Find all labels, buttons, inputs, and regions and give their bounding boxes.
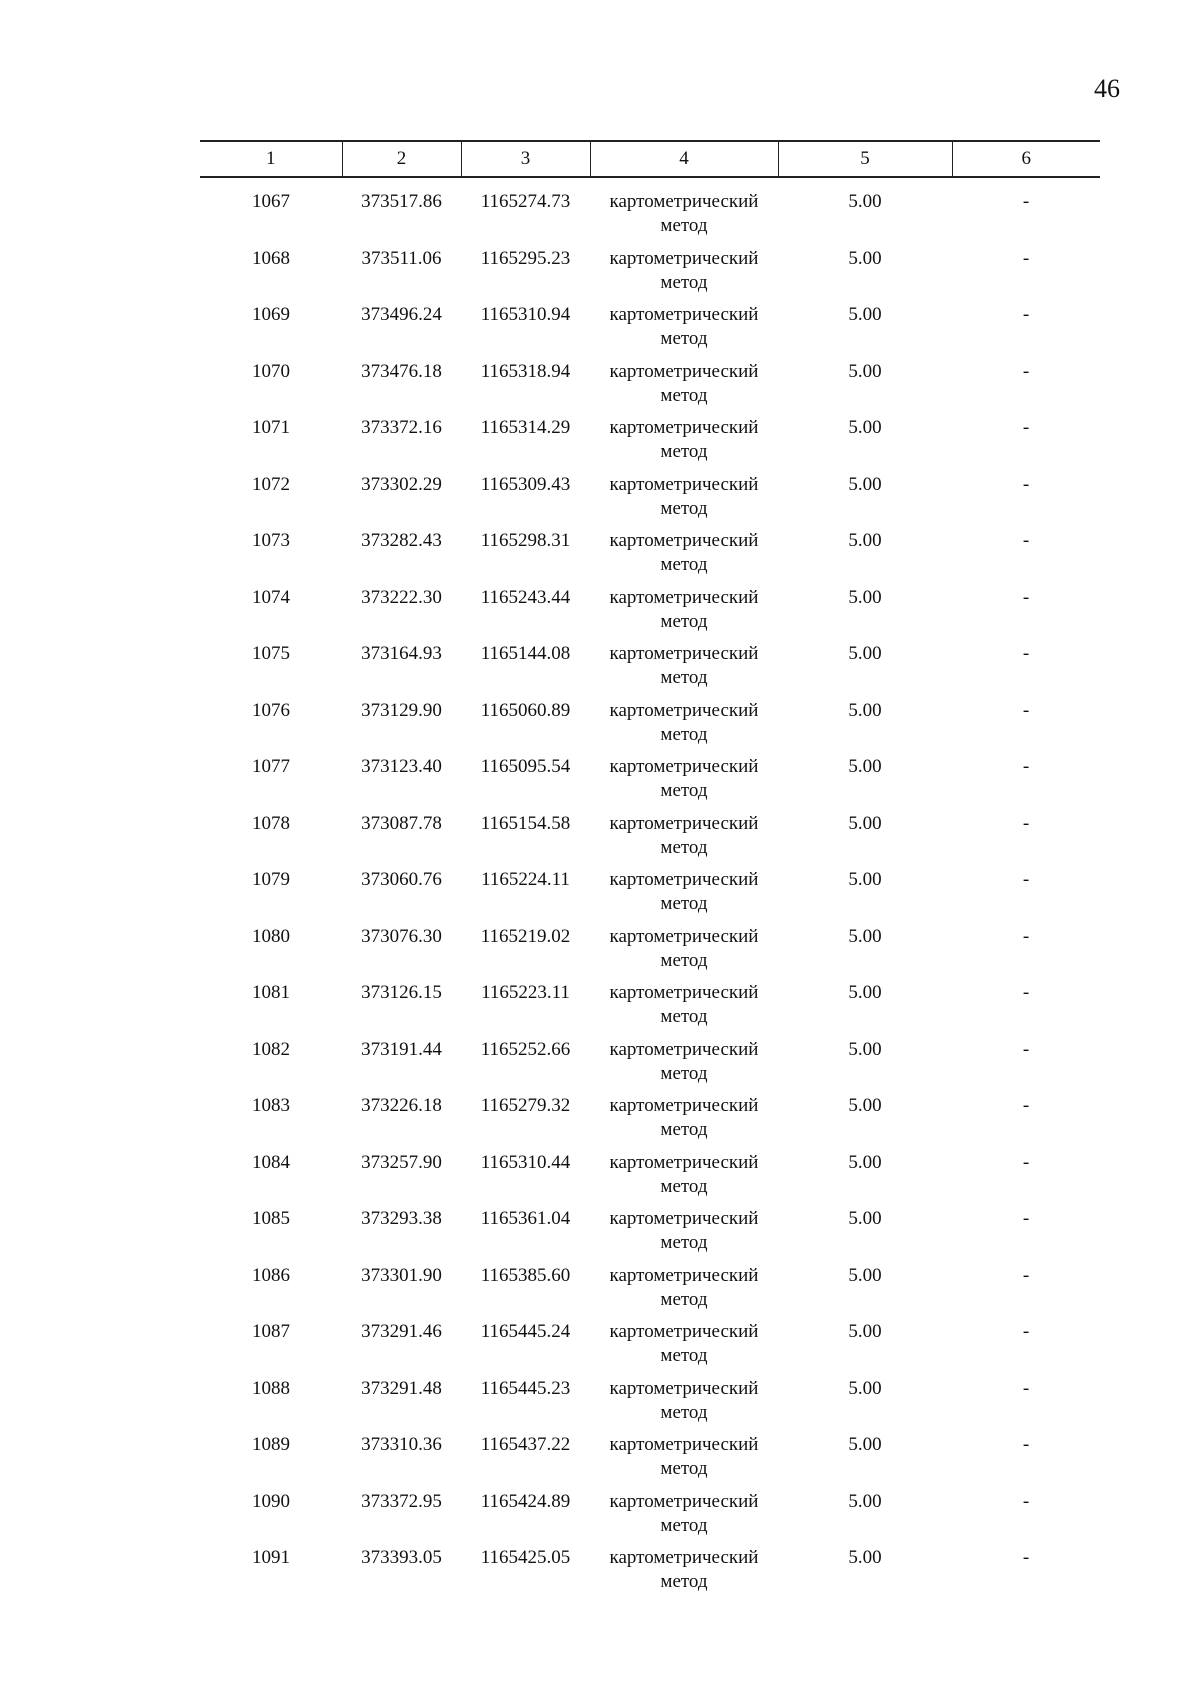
x-coordinate: 373293.38: [361, 1208, 442, 1229]
table-row: [200, 586, 1100, 643]
method-cell: [590, 473, 778, 521]
method-line-2: метод: [660, 1288, 708, 1310]
y-coordinate: 1165425.05: [480, 1547, 571, 1568]
method-cell: [590, 812, 778, 860]
accuracy-value: 5.00: [848, 473, 882, 495]
method-cell: [590, 1038, 778, 1086]
table-row: [200, 925, 1100, 982]
page-number: 46: [1094, 74, 1120, 103]
y-coordinate: 1165279.32: [480, 1095, 571, 1116]
table-row: [200, 699, 1100, 756]
point-number: 1069: [252, 304, 290, 325]
x-coordinate: 373076.30: [361, 925, 442, 947]
table-row: [200, 1377, 1100, 1434]
table-row: [200, 1320, 1100, 1377]
method-cell: [590, 981, 778, 1029]
coordinate-rows: [200, 190, 1100, 1603]
method-line-1: картометрический: [609, 1321, 759, 1342]
accuracy-value: 5.00: [848, 699, 882, 721]
table-row: [200, 1094, 1100, 1151]
method-cell: [590, 1094, 778, 1142]
method-line-1: картометрический: [609, 699, 759, 721]
point-number: 1082: [252, 1038, 290, 1060]
point-number: 1089: [252, 1434, 290, 1455]
x-coordinate: 373226.18: [361, 1095, 442, 1116]
method-line-1: картометрический: [609, 191, 759, 212]
note-value: -: [1022, 1264, 1030, 1286]
method-line-2: метод: [660, 1006, 708, 1027]
method-line-1: картометрический: [609, 982, 759, 1003]
note-value: -: [1022, 1547, 1030, 1568]
y-coordinate: 1165060.89: [480, 699, 571, 721]
note-value: -: [1022, 699, 1030, 721]
accuracy-value: 5.00: [848, 1321, 882, 1342]
method-cell: [590, 925, 778, 973]
y-coordinate: 1165437.22: [480, 1434, 571, 1455]
note-value: -: [1022, 417, 1030, 438]
point-number: 1077: [252, 756, 290, 777]
note-value: -: [1022, 925, 1030, 947]
method-line-1: картометрический: [609, 1547, 759, 1568]
method-cell: [590, 1207, 778, 1255]
method-line-2: метод: [660, 328, 708, 349]
note-value: -: [1022, 982, 1030, 1003]
accuracy-value: 5.00: [848, 1095, 882, 1116]
table-row: [200, 1546, 1100, 1603]
y-coordinate: 1165361.04: [480, 1208, 571, 1229]
table-row: [200, 529, 1100, 586]
note-value: -: [1022, 530, 1030, 551]
x-coordinate: 373517.86: [361, 191, 442, 212]
table-row: [200, 981, 1100, 1038]
point-number: 1090: [252, 1490, 290, 1512]
method-cell: [590, 1490, 778, 1538]
y-coordinate: 1165314.29: [480, 417, 571, 438]
table-row: [200, 360, 1100, 417]
y-coordinate: 1165243.44: [480, 586, 571, 608]
y-coordinate: 1165424.89: [480, 1490, 571, 1512]
note-value: -: [1022, 1321, 1030, 1342]
table-row: [200, 1490, 1100, 1547]
method-cell: [590, 1377, 778, 1425]
x-coordinate: 373282.43: [361, 530, 442, 551]
accuracy-value: 5.00: [848, 586, 882, 608]
accuracy-value: 5.00: [848, 643, 882, 664]
y-coordinate: 1165385.60: [480, 1264, 571, 1286]
note-value: -: [1022, 869, 1030, 890]
accuracy-value: 5.00: [848, 304, 882, 325]
method-cell: [590, 868, 778, 916]
method-line-2: метод: [660, 271, 708, 293]
y-coordinate: 1165224.11: [481, 869, 570, 890]
method-line-2: метод: [660, 554, 708, 575]
note-value: -: [1022, 1377, 1030, 1399]
y-coordinate: 1165318.94: [480, 360, 571, 382]
table-row: [200, 1038, 1100, 1095]
method-line-2: метод: [660, 836, 708, 858]
method-cell: [590, 755, 778, 803]
method-line-1: картометрический: [609, 869, 759, 890]
note-value: -: [1022, 1038, 1030, 1060]
point-number: 1067: [252, 191, 290, 212]
point-number: 1073: [252, 530, 290, 551]
method-cell: [590, 1320, 778, 1368]
table-row: [200, 755, 1100, 812]
accuracy-value: 5.00: [848, 191, 882, 212]
x-coordinate: 373257.90: [361, 1151, 442, 1173]
note-value: -: [1022, 1151, 1030, 1173]
table-row: [200, 1207, 1100, 1264]
method-line-1: картометрический: [609, 1377, 759, 1399]
point-number: 1075: [252, 643, 290, 664]
method-cell: [590, 190, 778, 238]
method-line-1: картометрический: [609, 1264, 759, 1286]
method-line-1: картометрический: [609, 812, 759, 834]
method-line-2: метод: [660, 497, 708, 519]
column-header-1: 1: [200, 141, 342, 177]
point-number: 1070: [252, 360, 290, 382]
point-number: 1068: [252, 247, 290, 269]
method-line-2: метод: [660, 1401, 708, 1423]
note-value: -: [1022, 812, 1030, 834]
accuracy-value: 5.00: [848, 982, 882, 1003]
x-coordinate: 373129.90: [361, 699, 442, 721]
point-number: 1071: [252, 417, 290, 438]
accuracy-value: 5.00: [848, 360, 882, 382]
method-line-2: метод: [660, 1062, 708, 1084]
note-value: -: [1022, 191, 1030, 212]
method-line-1: картометрический: [609, 1208, 759, 1229]
x-coordinate: 373496.24: [361, 304, 442, 325]
y-coordinate: 1165445.24: [480, 1321, 571, 1342]
note-value: -: [1022, 473, 1030, 495]
method-line-2: метод: [660, 1458, 708, 1479]
method-line-1: картометрический: [609, 756, 759, 777]
method-line-2: метод: [660, 1119, 708, 1140]
y-coordinate: 1165295.23: [480, 247, 571, 269]
method-line-1: картометрический: [609, 473, 759, 495]
x-coordinate: 373222.30: [361, 586, 442, 608]
method-cell: [590, 303, 778, 351]
accuracy-value: 5.00: [848, 1490, 882, 1512]
method-cell: [590, 416, 778, 464]
accuracy-value: 5.00: [848, 869, 882, 890]
accuracy-value: 5.00: [848, 530, 882, 551]
note-value: -: [1022, 247, 1030, 269]
point-number: 1091: [252, 1547, 290, 1568]
table-row: [200, 1264, 1100, 1321]
point-number: 1087: [252, 1321, 290, 1342]
y-coordinate: 1165219.02: [480, 925, 571, 947]
method-line-1: картометрический: [609, 1151, 759, 1173]
method-line-1: картометрический: [609, 643, 759, 664]
method-line-2: метод: [660, 1571, 708, 1592]
method-cell: [590, 699, 778, 747]
x-coordinate: 373301.90: [361, 1264, 442, 1286]
method-line-2: метод: [660, 1345, 708, 1366]
accuracy-value: 5.00: [848, 812, 882, 834]
column-header-5: 5: [778, 141, 952, 177]
method-line-2: метод: [660, 610, 708, 632]
point-number: 1076: [252, 699, 290, 721]
method-line-2: метод: [660, 723, 708, 745]
method-cell: [590, 1433, 778, 1481]
method-cell: [590, 529, 778, 577]
accuracy-value: 5.00: [848, 1264, 882, 1286]
table-row: [200, 247, 1100, 304]
method-line-2: метод: [660, 893, 708, 914]
note-value: -: [1022, 643, 1030, 664]
x-coordinate: 373372.95: [361, 1490, 442, 1512]
table-row: [200, 1151, 1100, 1208]
method-line-1: картометрический: [609, 586, 759, 608]
table-row: [200, 642, 1100, 699]
point-number: 1083: [252, 1095, 290, 1116]
method-line-1: картометрический: [609, 417, 759, 438]
y-coordinate: 1165095.54: [480, 756, 571, 777]
column-header-6: 6: [952, 141, 1100, 177]
method-cell: [590, 1264, 778, 1312]
x-coordinate: 373060.76: [361, 869, 442, 890]
accuracy-value: 5.00: [848, 417, 882, 438]
method-line-1: картометрический: [609, 1095, 759, 1116]
method-line-2: метод: [660, 1514, 708, 1536]
method-cell: [590, 642, 778, 690]
note-value: -: [1022, 1434, 1030, 1455]
method-line-2: метод: [660, 1232, 708, 1253]
x-coordinate: 373291.48: [361, 1377, 442, 1399]
point-number: 1079: [252, 869, 290, 890]
y-coordinate: 1165310.94: [480, 304, 571, 325]
y-coordinate: 1165445.23: [480, 1377, 571, 1399]
y-coordinate: 1165298.31: [480, 530, 571, 551]
method-cell: [590, 360, 778, 408]
note-value: -: [1022, 1208, 1030, 1229]
method-line-1: картометрический: [609, 1434, 759, 1455]
note-value: -: [1022, 586, 1030, 608]
method-line-2: метод: [660, 949, 708, 971]
accuracy-value: 5.00: [848, 925, 882, 947]
column-header-table: [200, 140, 1100, 178]
x-coordinate: 373511.06: [361, 247, 442, 269]
table-row: [200, 812, 1100, 869]
method-cell: [590, 1151, 778, 1199]
table-row: [200, 1433, 1100, 1490]
note-value: -: [1022, 1490, 1030, 1512]
point-number: 1086: [252, 1264, 290, 1286]
x-coordinate: 373372.16: [361, 417, 442, 438]
point-number: 1072: [252, 473, 290, 495]
method-line-2: метод: [660, 780, 708, 801]
y-coordinate: 1165274.73: [480, 191, 571, 212]
method-line-1: картометрический: [609, 1490, 759, 1512]
table-row: [200, 868, 1100, 925]
point-number: 1078: [252, 812, 290, 834]
accuracy-value: 5.00: [848, 1547, 882, 1568]
column-header-2: 2: [342, 141, 461, 177]
note-value: -: [1022, 360, 1030, 382]
y-coordinate: 1165154.58: [480, 812, 571, 834]
point-number: 1085: [252, 1208, 290, 1229]
method-line-1: картометрический: [609, 925, 759, 947]
accuracy-value: 5.00: [848, 1151, 882, 1173]
accuracy-value: 5.00: [848, 1434, 882, 1455]
y-coordinate: 1165310.44: [480, 1151, 571, 1173]
y-coordinate: 1165252.66: [480, 1038, 571, 1060]
x-coordinate: 373302.29: [361, 473, 442, 495]
y-coordinate: 1165223.11: [481, 982, 570, 1003]
table-row: [200, 303, 1100, 360]
x-coordinate: 373164.93: [361, 643, 442, 664]
x-coordinate: 373191.44: [361, 1038, 442, 1060]
method-line-1: картометрический: [609, 247, 759, 269]
method-line-2: метод: [660, 384, 708, 406]
method-cell: [590, 1546, 778, 1594]
method-line-2: метод: [660, 215, 708, 236]
column-header-3: 3: [461, 141, 590, 177]
method-line-2: метод: [660, 1175, 708, 1197]
point-number: 1074: [252, 586, 290, 608]
method-cell: [590, 247, 778, 295]
accuracy-value: 5.00: [848, 247, 882, 269]
note-value: -: [1022, 1095, 1030, 1116]
point-number: 1080: [252, 925, 290, 947]
method-line-2: метод: [660, 667, 708, 688]
x-coordinate: 373087.78: [361, 812, 442, 834]
x-coordinate: 373123.40: [361, 756, 442, 777]
table-row: [200, 473, 1100, 530]
accuracy-value: 5.00: [848, 1208, 882, 1229]
x-coordinate: 373310.36: [361, 1434, 442, 1455]
method-line-1: картометрический: [609, 1038, 759, 1060]
y-coordinate: 1165144.08: [480, 643, 571, 664]
point-number: 1088: [252, 1377, 290, 1399]
point-number: 1084: [252, 1151, 290, 1173]
accuracy-value: 5.00: [848, 1038, 882, 1060]
column-header-row: [200, 141, 1100, 177]
method-line-1: картометрический: [609, 530, 759, 551]
accuracy-value: 5.00: [848, 756, 882, 777]
note-value: -: [1022, 756, 1030, 777]
table-row: [200, 190, 1100, 247]
x-coordinate: 373476.18: [361, 360, 442, 382]
method-line-2: метод: [660, 441, 708, 462]
method-line-1: картометрический: [609, 360, 759, 382]
note-value: -: [1022, 304, 1030, 325]
y-coordinate: 1165309.43: [480, 473, 571, 495]
method-line-1: картометрический: [609, 304, 759, 325]
accuracy-value: 5.00: [848, 1377, 882, 1399]
x-coordinate: 373393.05: [361, 1547, 442, 1568]
point-number: 1081: [252, 982, 290, 1003]
table-row: [200, 416, 1100, 473]
method-cell: [590, 586, 778, 634]
x-coordinate: 373291.46: [361, 1321, 442, 1342]
column-header-4: 4: [590, 141, 778, 177]
x-coordinate: 373126.15: [361, 982, 442, 1003]
